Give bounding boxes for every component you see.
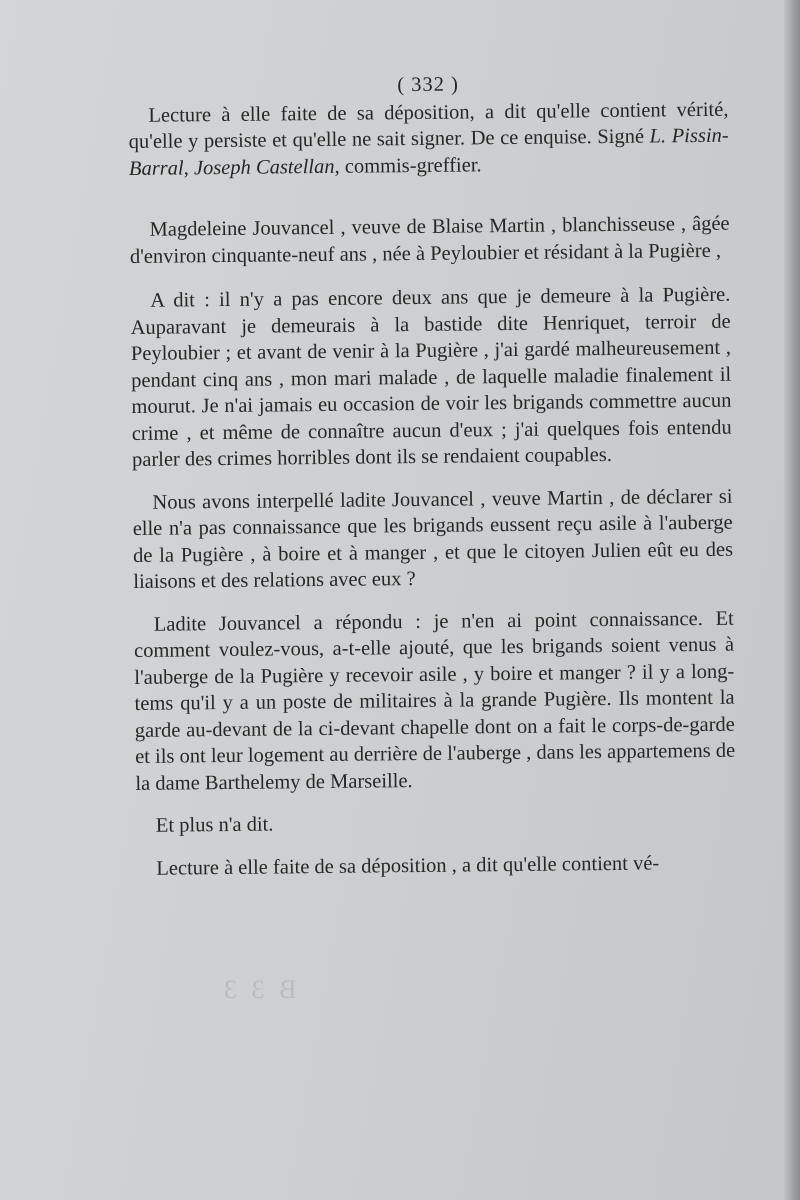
paragraph-reading-first — [128, 96, 729, 182]
paragraph-answer: Ladite Jouvancel a répondu : je n'en ai point connaissance. Et comment voulez-vous, a-t-elle ajouté, que les brigands soient venus à l'auberge de la Pugière y recevoir asile , y boire et manger ? il y a long-tems qu'il y a un poste de militaires à la grande Pugière. Ils montent la garde au-devant de la ci-devant chapelle dont on a fait le corps-de-garde et ils ont leur logement au derrière de l'auberge , dans les appartemens de la dame Barthelemy de Marseille. — [133, 607, 736, 795]
paragraph-text: Lecture à elle faite de sa déposition, a dit qu'elle contient vérité, qu'elle y persiste et qu'elle ne sait signer. De ce enquise. — [128, 98, 729, 153]
signer-separator: , — [183, 156, 189, 179]
signer-name: L. Pissin-Barral — [128, 124, 729, 180]
page-text — [128, 69, 736, 882]
signed-label: Signé — [597, 125, 645, 149]
paragraph-testimony: A dit : il n'y a pas encore deux ans que je demeure à la Pugière. Auparavant je demeurais à la bastide dite Henriquet, terroir de Peyloubier ; et avant de venir à la Pugière , j'ai gardé malheureusement , pendant cinq ans , mon mari malade , de laquelle maladie finalement il mourut. Je n'ai jamais eu occasion de voir les brigands commettre aucun crime , et même de connaître aucun d'eux ; j'ai quelques fois entendu parler des crimes horribles dont ils se rendaient coupables. — [130, 283, 732, 471]
page-number: ( 332 ) — [397, 73, 460, 97]
paragraph-reading-second: Lecture à elle faite de sa déposition , a dit qu'elle contient vé- — [156, 851, 660, 880]
bleed-through-text: B 3 3 — [220, 975, 297, 1004]
paragraph-question: Nous avons interpellé ladite Jouvancel , veuve Martin , de déclarer si elle n'a pas connaissance que les brigands eussent reçu asile à l'auberge de la Pugière , à boire et à manger , et que le citoyen Julien eût eu des liaisons et des relations avec eux ? — [132, 485, 734, 593]
paragraph-witness-intro: Magdeleine Jouvancel , veuve de Blaise Martin , blanchisseuse , âgée d'environ cinquante-neuf ans , née à Peyloubier et résidant à la Pugière , — [129, 212, 730, 268]
signer-name: Joseph Castellan — [193, 155, 335, 179]
signer-role: , commis-greffier. — [334, 153, 482, 178]
page-edge — [784, 0, 800, 1200]
paragraph-closing: Et plus n'a dit. — [155, 813, 274, 837]
